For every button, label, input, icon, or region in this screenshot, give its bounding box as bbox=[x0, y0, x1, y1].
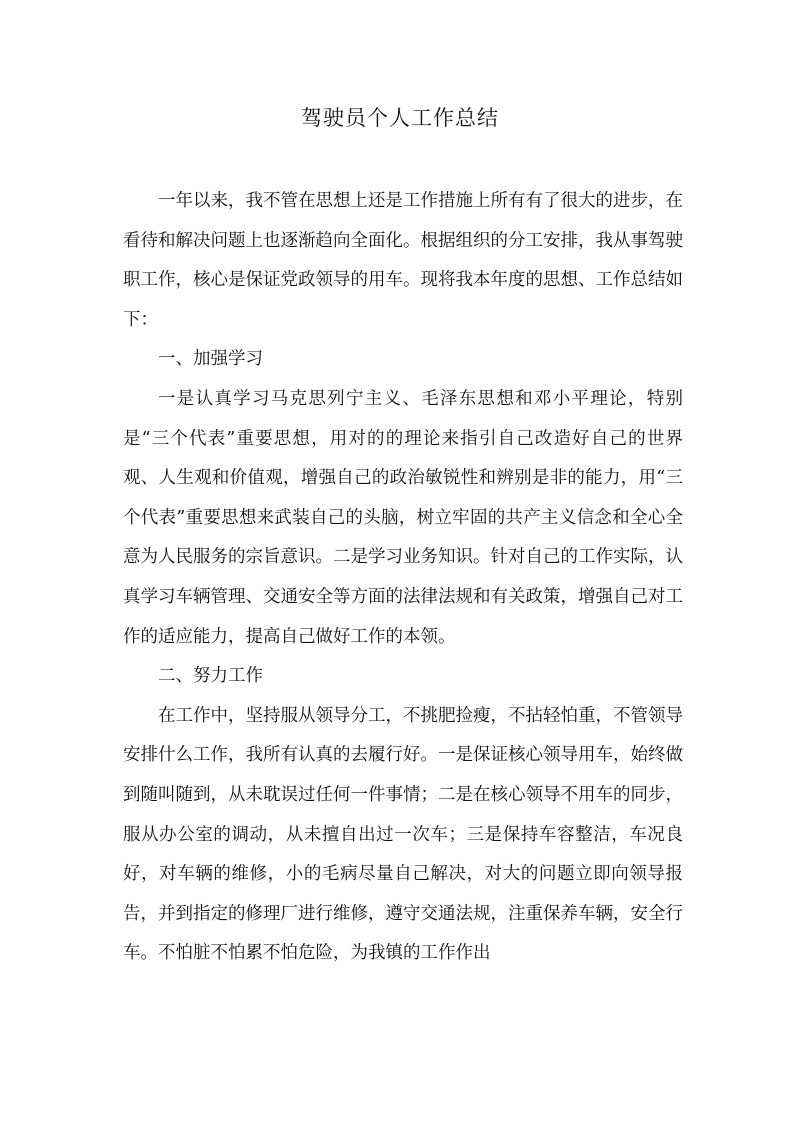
paragraph-work: 在工作中，坚持服从领导分工，不挑肥捡瘦，不拈轻怕重，不管领导安排什么工作，我所有认真的去履行好。一是保证核心领导用车，始终做到随叫随到，从未耽误过任何一件事情；二是在核心领导不用车的同步，服从办公室的调动，从未擅自出过一次车；三是保持车容整洁，车况良好，对车辆的维修，小的毛病尽量自己解决，对大的问题立即向领导报告，并到指定的修理厂进行维修，遵守交通法规，注重保养车辆，安全行车。不怕脏不怕累不怕危险，为我镇的工作作出 bbox=[123, 705, 683, 964]
document-title: 驾驶员个人工作总结 bbox=[301, 106, 499, 130]
paragraph-study: 一是认真学习马克思列宁主义、毛泽东思想和邓小平理论，特别是“三个代表”重要思想，用对的的理论来指引自己改造好自己的世界观、人生观和价值观，增强自己的政治敏锐性和辨别是非的能力，用“三个代表”重要思想来武装自己的头脑，树立牢固的共产主义信念和全心全意为人民服务的宗旨意识。二是学习业务知识。针对自己的工作实际，认真学习车辆管理、交通安全等方面的法律法规和有关政策，增强自己对工作的适应能力，提高自己做好工作的本领。 bbox=[123, 388, 683, 647]
section-heading-work: 二、努力工作 bbox=[158, 666, 263, 687]
section-heading-study: 一、加强学习 bbox=[158, 349, 263, 370]
document-body bbox=[123, 182, 683, 974]
paragraph-intro: 一年以来，我不管在思想上还是工作措施上所有有了很大的进步，在看待和解决问题上也逐渐趋向全面化。根据组织的分工安排，我从事驾驶职工作，核心是保证党政领导的用车。现将我本年度的思想、工作总结如下： bbox=[123, 191, 683, 330]
